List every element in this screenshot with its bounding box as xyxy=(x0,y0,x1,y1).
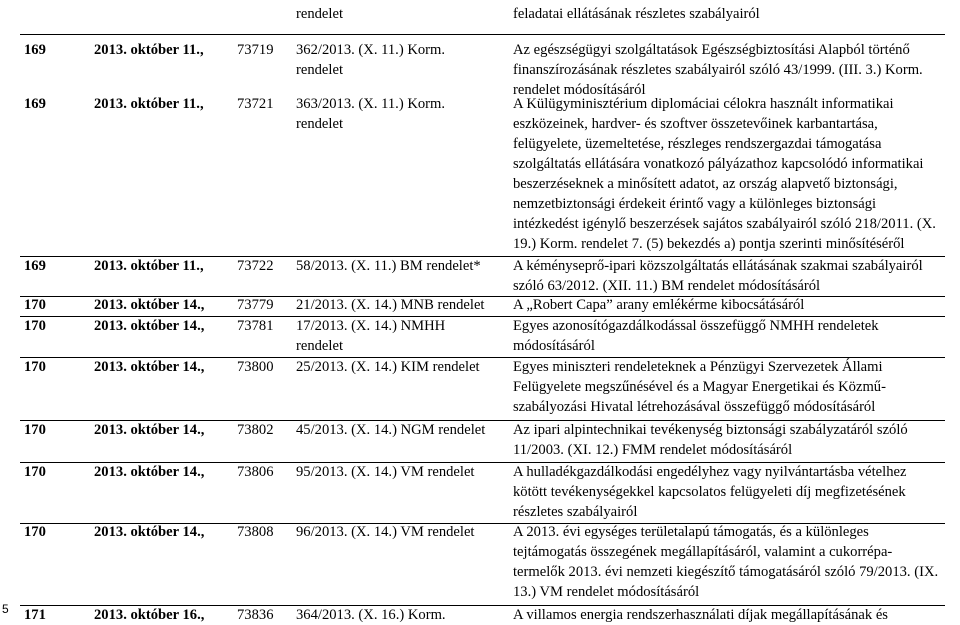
publication-date: 2013. október 14., xyxy=(94,359,205,375)
gazette-number: 170 xyxy=(24,297,46,313)
act-name: 25/2013. (X. 14.) KIM rendelet xyxy=(296,359,480,375)
gazette-number: 170 xyxy=(24,359,46,375)
gazette-number: 169 xyxy=(24,96,46,112)
gazette-number: 169 xyxy=(24,42,46,58)
act-description: feladatai ellátásának részletes szabályairól xyxy=(513,6,760,22)
page-id: 73779 xyxy=(237,297,274,313)
page-id: 73836 xyxy=(237,607,274,623)
publication-date: 2013. október 11., xyxy=(94,258,204,274)
publication-date: 2013. október 14., xyxy=(94,464,205,480)
publication-date: 2013. október 14., xyxy=(94,524,205,540)
act-description: Egyes miniszteri rendeleteknek a Pénzügyi Szervezetek Állami Felügyelete megszűnésével és a Magyar Energetikai és Közmű-szabályozási Hivatal létrehozásával összefüggő módosításáról xyxy=(513,359,886,415)
act-name: 363/2013. (X. 11.) Korm. rendelet xyxy=(296,96,446,132)
publication-date: 2013. október 14., xyxy=(94,422,205,438)
page-number: 5 xyxy=(2,602,9,616)
act-name: 58/2013. (X. 11.) BM rendelet* xyxy=(296,258,481,274)
page-id: 73719 xyxy=(237,42,274,58)
act-description: A Külügyminisztérium diplomáciai célokra használt informatikai eszközeinek, hardver- és szoftver összetevőinek karbantartása, felügyelete, üzemeltetése, részleges rendszergazdai támogatása szolgáltatás ellátására vonatkozó pályázathoz kapcsolódó informatikai beszerzéseknek a minősített adatot, az ország alapvető biztonsági, nemzetbiztonsági érdekeit érintő vagy a különleges biztonsági intézkedést igénylő beszerzések sajátos szabályairól szóló 218/2011. (X. 19.) Korm. rendelet 7. (5) bekezdés a) pontja szerinti minősítéséről xyxy=(513,96,936,252)
gazette-number: 170 xyxy=(24,422,46,438)
page-id: 73722 xyxy=(237,258,274,274)
row-divider xyxy=(20,34,945,35)
page-id: 73802 xyxy=(237,422,274,438)
act-description: A villamos energia rendszerhasználati díjak megállapításának és xyxy=(513,607,888,623)
gazette-number: 170 xyxy=(24,524,46,540)
page-id: 73781 xyxy=(237,318,274,334)
act-description: A „Robert Capa” arany emlékérme kibocsátásáról xyxy=(513,297,805,313)
publication-date: 2013. október 14., xyxy=(94,297,205,313)
page-id: 73800 xyxy=(237,359,274,375)
publication-date: 2013. október 11., xyxy=(94,42,204,58)
act-name: 21/2013. (X. 14.) MNB rendelet xyxy=(296,297,485,313)
act-name: 45/2013. (X. 14.) NGM rendelet xyxy=(296,422,486,438)
act-name: 364/2013. (X. 16.) Korm. xyxy=(296,607,446,623)
act-name: 17/2013. (X. 14.) NMHH rendelet xyxy=(296,318,446,354)
act-description: A hulladékgazdálkodási engedélyhez vagy nyilvántartásba vételhez kötött tevékenységekkel kapcsolatos felügyeleti díj megfizetésének részletes szabályairól xyxy=(513,464,907,520)
gazette-number: 171 xyxy=(24,607,46,623)
page-id: 73806 xyxy=(237,464,274,480)
publication-date: 2013. október 16., xyxy=(94,607,205,623)
act-description: Az egészségügyi szolgáltatások Egészségbiztosítási Alapból történő finanszírozásának részletes szabályairól szóló 43/1999. (III. 3.) Korm. rendelet módosításáról xyxy=(513,42,923,98)
act-name: 95/2013. (X. 14.) VM rendelet xyxy=(296,464,475,480)
gazette-number: 169 xyxy=(24,258,46,274)
act-description: A 2013. évi egységes területalapú támogatás, és a különleges tejtámogatás összegének megállapításáról, valamint a cukorrépa-termelők 2013. évi nemzeti kiegészítő támogatásáról szóló 79/2013. (IX. 13.) VM rendelet módosításáról xyxy=(513,524,939,600)
act-name: 362/2013. (X. 11.) Korm. rendelet xyxy=(296,42,446,78)
gazette-number: 170 xyxy=(24,318,46,334)
publication-date: 2013. október 14., xyxy=(94,318,205,334)
page-id: 73808 xyxy=(237,524,274,540)
publication-date: 2013. október 11., xyxy=(94,96,204,112)
act-name: rendelet xyxy=(296,6,343,22)
act-description: Egyes azonosítógazdálkodással összefüggő NMHH rendeletek módosításáról xyxy=(513,318,879,354)
page-id: 73721 xyxy=(237,96,274,112)
gazette-number: 170 xyxy=(24,464,46,480)
act-description: A kéményseprő-ipari közszolgáltatás ellátásának szakmai szabályairól szóló 63/2012. (XII. 11.) BM rendelet módosításáról xyxy=(513,258,923,294)
act-description: Az ipari alpintechnikai tevékenység biztonsági szabályzatáról szóló 11/2003. (XI. 12.) FMM rendelet módosításáról xyxy=(513,422,908,458)
act-name: 96/2013. (X. 14.) VM rendelet xyxy=(296,524,475,540)
